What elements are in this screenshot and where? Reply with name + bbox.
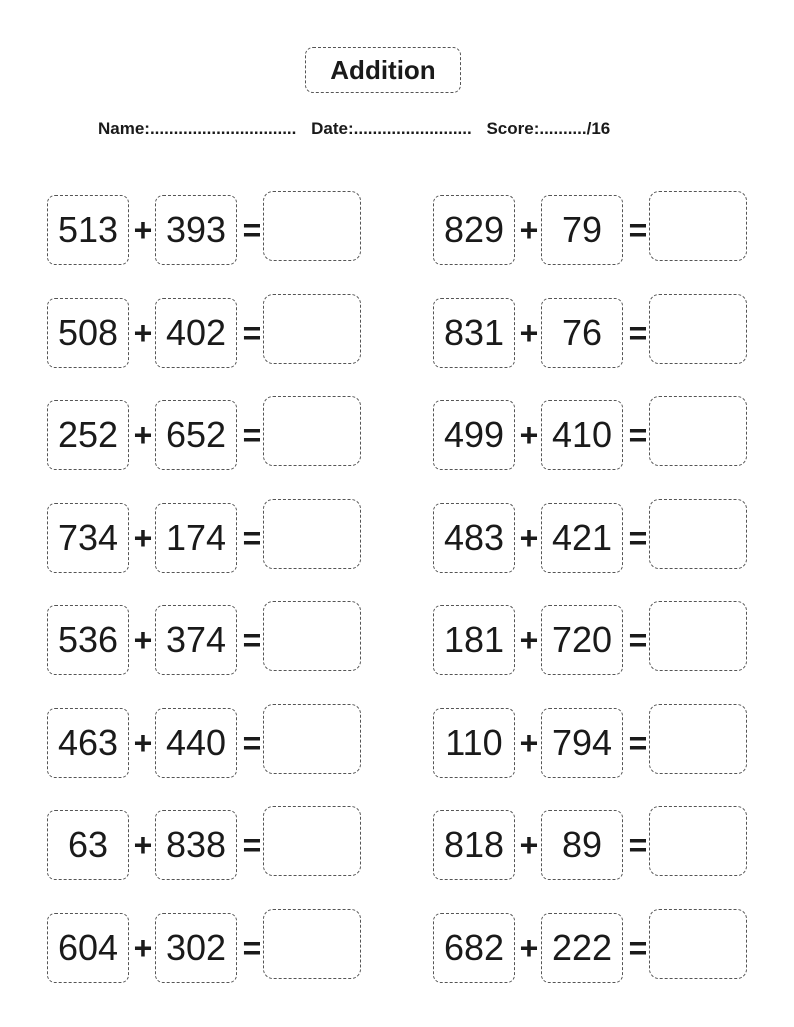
addend-2: 174: [155, 503, 237, 573]
worksheet-title: Addition: [305, 47, 461, 93]
score-field[interactable]: Score:........../16: [486, 119, 611, 138]
equals-sign: =: [242, 416, 262, 453]
addition-problem: [47, 400, 377, 472]
addend-2: 838: [155, 810, 237, 880]
equals-sign: =: [242, 826, 262, 863]
addend-1: 818: [433, 810, 515, 880]
answer-box[interactable]: [263, 601, 361, 671]
addition-problem: [47, 913, 377, 985]
plus-sign: +: [133, 621, 153, 658]
plus-sign: +: [133, 416, 153, 453]
addition-problem: [47, 298, 377, 370]
equals-sign: =: [242, 211, 262, 248]
answer-box[interactable]: [649, 909, 747, 979]
addition-problem: [433, 195, 763, 267]
addition-problem: [47, 708, 377, 780]
addend-2: 222: [541, 913, 623, 983]
addend-1: 734: [47, 503, 129, 573]
answer-box[interactable]: [263, 806, 361, 876]
addend-1: 499: [433, 400, 515, 470]
answer-box[interactable]: [649, 396, 747, 466]
addition-problem: [47, 503, 377, 575]
answer-box[interactable]: [263, 909, 361, 979]
equals-sign: =: [628, 826, 648, 863]
date-field[interactable]: Date:.........................: [311, 119, 472, 138]
addend-1: 536: [47, 605, 129, 675]
addend-1: 252: [47, 400, 129, 470]
addend-2: 410: [541, 400, 623, 470]
plus-sign: +: [519, 314, 539, 351]
addition-problem: [47, 195, 377, 267]
addend-2: 302: [155, 913, 237, 983]
plus-sign: +: [519, 724, 539, 761]
addend-1: 831: [433, 298, 515, 368]
answer-box[interactable]: [263, 294, 361, 364]
plus-sign: +: [133, 724, 153, 761]
equals-sign: =: [242, 519, 262, 556]
answer-box[interactable]: [263, 499, 361, 569]
answer-box[interactable]: [649, 704, 747, 774]
answer-box[interactable]: [649, 499, 747, 569]
addend-2: 421: [541, 503, 623, 573]
plus-sign: +: [519, 519, 539, 556]
addend-2: 652: [155, 400, 237, 470]
answer-box[interactable]: [263, 191, 361, 261]
equals-sign: =: [628, 929, 648, 966]
addend-1: 463: [47, 708, 129, 778]
answer-box[interactable]: [649, 294, 747, 364]
plus-sign: +: [133, 314, 153, 351]
addition-problem: [47, 605, 377, 677]
addend-1: 63: [47, 810, 129, 880]
equals-sign: =: [628, 416, 648, 453]
addition-problem: [433, 503, 763, 575]
addend-1: 604: [47, 913, 129, 983]
addition-problem: [47, 810, 377, 882]
header-info-line: [98, 119, 718, 139]
equals-sign: =: [242, 724, 262, 761]
plus-sign: +: [519, 929, 539, 966]
plus-sign: +: [133, 211, 153, 248]
plus-sign: +: [519, 211, 539, 248]
equals-sign: =: [628, 314, 648, 351]
plus-sign: +: [133, 519, 153, 556]
equals-sign: =: [628, 211, 648, 248]
plus-sign: +: [133, 826, 153, 863]
addend-1: 682: [433, 913, 515, 983]
answer-box[interactable]: [649, 806, 747, 876]
addend-2: 79: [541, 195, 623, 265]
plus-sign: +: [519, 621, 539, 658]
addend-2: 720: [541, 605, 623, 675]
addend-1: 829: [433, 195, 515, 265]
equals-sign: =: [628, 621, 648, 658]
addition-problem: [433, 708, 763, 780]
answer-box[interactable]: [263, 704, 361, 774]
addend-2: 440: [155, 708, 237, 778]
equals-sign: =: [242, 314, 262, 351]
addend-2: 89: [541, 810, 623, 880]
answer-box[interactable]: [649, 191, 747, 261]
addend-1: 513: [47, 195, 129, 265]
addend-2: 76: [541, 298, 623, 368]
addition-problem: [433, 605, 763, 677]
addend-2: 393: [155, 195, 237, 265]
addend-1: 181: [433, 605, 515, 675]
plus-sign: +: [133, 929, 153, 966]
addition-problem: [433, 400, 763, 472]
addend-2: 374: [155, 605, 237, 675]
addition-problem: [433, 810, 763, 882]
addition-problem: [433, 298, 763, 370]
answer-box[interactable]: [263, 396, 361, 466]
addend-1: 508: [47, 298, 129, 368]
equals-sign: =: [242, 621, 262, 658]
addend-1: 483: [433, 503, 515, 573]
plus-sign: +: [519, 826, 539, 863]
equals-sign: =: [628, 519, 648, 556]
addition-problem: [433, 913, 763, 985]
equals-sign: =: [242, 929, 262, 966]
addend-1: 110: [433, 708, 515, 778]
addend-2: 402: [155, 298, 237, 368]
addend-2: 794: [541, 708, 623, 778]
equals-sign: =: [628, 724, 648, 761]
answer-box[interactable]: [649, 601, 747, 671]
name-field[interactable]: Name:...............................: [98, 119, 297, 138]
plus-sign: +: [519, 416, 539, 453]
